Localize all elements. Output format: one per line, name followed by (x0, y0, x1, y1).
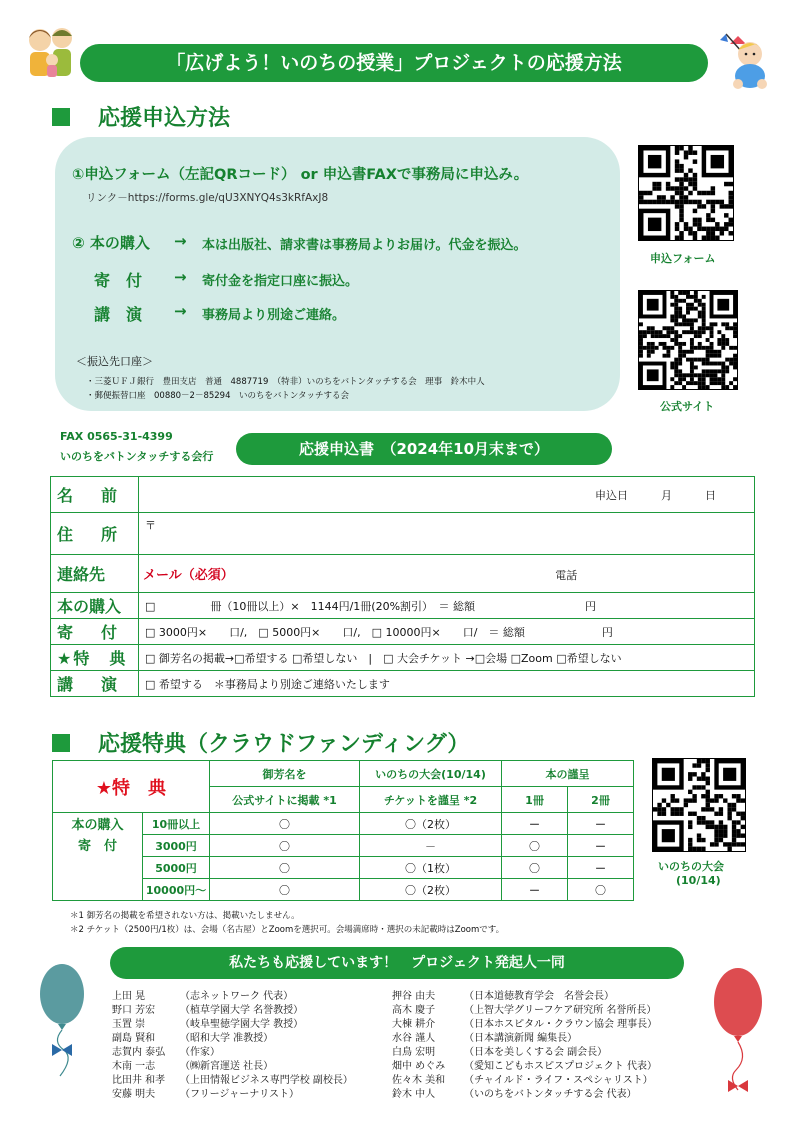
col-book1-header: 1冊 (502, 787, 568, 813)
donate-label: 寄 付 (94, 271, 143, 290)
supporters-title: 私たちも応援しています！ プロジェクト発起人一同 (110, 947, 684, 979)
footnote-1: ＊1 御芳名の掲載を希望されない方は、掲載いたしません。 (70, 911, 300, 921)
supporter-row: 高木 慶子 （上智大学グリーフケア研究所 名誉所長） (392, 1005, 657, 1016)
contact-field[interactable] (139, 555, 755, 593)
ticket-cell: 〇（1枚） (360, 857, 502, 879)
supporter-row: 上田 晃 （志ネットワーク 代表） (112, 991, 294, 1002)
col-book-header: 本の謹呈 (502, 761, 634, 787)
supporter-row: 鈴木 中人 （いのちをバトンタッチする会 代表） (392, 1089, 637, 1100)
section-heading-apply: 応援申込方法 (52, 101, 230, 132)
name-field[interactable] (139, 477, 755, 513)
page-title: 「広げよう！いのちの授業」プロジェクトの応援方法 (80, 44, 708, 82)
row-book-label: 本の購入 (53, 813, 143, 835)
book1-cell: 〇 (502, 835, 568, 857)
qr-caption-site: 公式サイト (660, 400, 715, 413)
donate-field[interactable]: □ 3000円× 口/, □ 5000円× 口/, □ 10000円× 口/ ＝ 総額 円 (139, 619, 755, 645)
phone-label: 電話 (555, 569, 578, 582)
bank-title: ＜振込先口座＞ (76, 355, 153, 368)
bank-line-1: ・三菱ＵＦＪ銀行 豊田支店 普通 4887719 （特非）いのちをバトンタッチする会 理事 鈴木中人 (86, 377, 485, 387)
step2-label: ② 本の購入 (72, 234, 150, 252)
qr-code-icon[interactable] (638, 290, 738, 390)
tier-label: 10000円～ (143, 879, 210, 901)
step2-text: 本は出版社、請求書は事務局よりお届け。代金を振込。 (202, 238, 527, 253)
mail-label: メール（必須） (143, 568, 234, 583)
heading-square-icon (52, 734, 70, 752)
tier-label: 3000円 (143, 835, 210, 857)
blue-balloon (30, 958, 100, 1078)
col-ticket-header: いのちの大会(10/14) (360, 761, 502, 787)
benefit-header: ★特 典 (53, 761, 210, 813)
qr-code-icon[interactable] (652, 758, 746, 852)
supporter-row: 佐々木 美和 （チャイルド・ライフ・スペシャリスト） (392, 1075, 653, 1086)
donate-text: 寄付金を指定口座に振込。 (202, 274, 359, 289)
heading-square-icon (52, 108, 70, 126)
book-field[interactable]: □ 冊（10冊以上）× 1144円/1冊(20%割引） ＝ 総額 円 (139, 593, 755, 619)
ticket-cell: 〇（2枚） (360, 879, 502, 901)
lecture-label: 講 演 (94, 305, 143, 324)
baby-illustration (716, 30, 778, 92)
section-heading-benefits: 応援特典（クラウドファンディング） (52, 727, 469, 758)
row-donate-label: 寄 付 (53, 835, 143, 901)
name-cell: 〇 (210, 879, 360, 901)
step2-arrow: → (174, 232, 187, 250)
contact-label: 連絡先 (51, 555, 139, 593)
qr-caption-event-date: (10/14) (676, 874, 721, 887)
qr-caption-event: いのちの大会 (658, 860, 724, 873)
name-cell: 〇 (210, 835, 360, 857)
step1-text: ①申込フォーム（左記QRコード） or 申込書FAXで事務局に申込み。 (72, 167, 529, 183)
fax-recipient: いのちをバトンタッチする会行 (60, 450, 214, 463)
fax-number: FAX 0565-31-4399 (60, 430, 173, 443)
supporter-row: 木南 一志 （㈱新宮運送 社長） (112, 1061, 274, 1072)
col-ticket-header-2: チケットを謹呈 *2 (360, 787, 502, 813)
benefit-field[interactable]: □ 御芳名の掲載→□希望する □希望しない | □ 大会チケット →□会場 □Zoom □希望しない (139, 645, 755, 671)
supporter-row: 玉置 崇 （岐阜聖徳学園大学 教授） (112, 1019, 304, 1030)
donate-form-label: 寄 付 (51, 619, 139, 645)
bank-line-2: ・郵便振替口座 00880－2－85294 いのちをバトンタッチする会 (86, 391, 349, 401)
benefit-label: ★特 典 (51, 645, 139, 671)
lecture-arrow: → (174, 302, 187, 320)
book2-cell: － (568, 857, 634, 879)
red-balloon (704, 962, 774, 1102)
qr-caption-form: 申込フォーム (650, 252, 716, 265)
qr-code-icon[interactable] (638, 145, 734, 241)
address-label: 住 所 (51, 513, 139, 555)
postal-mark: 〒 (145, 519, 156, 532)
supporter-row: 白鳥 宏明 （日本を美しくする会 副会長） (392, 1047, 608, 1058)
name-label: 名 前 (51, 477, 139, 513)
name-cell: 〇 (210, 857, 360, 879)
form-link[interactable]: リンク－https://forms.gle/qU3XNYQ4s3kRfAxJ8 (86, 192, 329, 204)
footnote-2: ＊2 チケット（2500円/1枚）は、会場（名古屋）とZoomを選択可。会場満席時・選択の未記載時はZoomです。 (70, 925, 505, 935)
application-form (50, 476, 755, 697)
name-cell: 〇 (210, 813, 360, 835)
lecture-form-label: 講 演 (51, 671, 139, 697)
supporter-row: 野口 芳宏 （植草学園大学 名誉教授） (112, 1005, 304, 1016)
ticket-cell: － (360, 835, 502, 857)
ticket-cell: 〇（2枚） (360, 813, 502, 835)
date-text: 申込日 月 日 (595, 488, 716, 502)
supporter-row: 水谷 謹人 （日本講演新聞 編集長） (392, 1033, 578, 1044)
supporter-row: 副島 賢和 （昭和大学 准教授） (112, 1033, 274, 1044)
col-name-header-2: 公式サイトに掲載 *1 (210, 787, 360, 813)
supporters-left (112, 990, 353, 1102)
lecture-text: 事務局より別途ご連絡。 (202, 308, 346, 323)
supporter-row: 押谷 由夫 （日本道徳教育学会 名誉会長） (392, 991, 614, 1002)
book2-cell: － (568, 813, 634, 835)
tier-label: 10冊以上 (143, 813, 210, 835)
book1-cell: 〇 (502, 857, 568, 879)
supporters-right (392, 990, 657, 1102)
book1-cell: － (502, 813, 568, 835)
col-name-header: 御芳名を (210, 761, 360, 787)
supporter-row: 志賀内 泰弘 （作家） (112, 1047, 220, 1058)
supporter-row: 大棟 耕介 （日本ホスピタル・クラウン協会 理事長） (392, 1019, 658, 1030)
benefits-table (52, 760, 634, 901)
tier-label: 5000円 (143, 857, 210, 879)
supporter-row: 比田井 和孝 （上田情報ビジネス専門学校 副校長） (112, 1075, 353, 1086)
address-field[interactable] (139, 513, 755, 555)
donate-arrow: → (174, 268, 187, 286)
book1-cell: － (502, 879, 568, 901)
lecture-field[interactable]: □ 希望する ＊事務局より別途ご連絡いたします (139, 671, 755, 697)
book2-cell: 〇 (568, 879, 634, 901)
book2-cell: － (568, 835, 634, 857)
col-book2-header: 2冊 (568, 787, 634, 813)
supporter-row: 安藤 明夫 （フリージャーナリスト） (112, 1089, 299, 1100)
form-title: 応援申込書 （2024年10月末まで） (236, 433, 612, 465)
supporter-row: 畑中 めぐみ （愛知こどもホスピスプロジェクト 代表） (392, 1061, 657, 1072)
family-illustration (22, 24, 80, 80)
book-label: 本の購入 (51, 593, 139, 619)
